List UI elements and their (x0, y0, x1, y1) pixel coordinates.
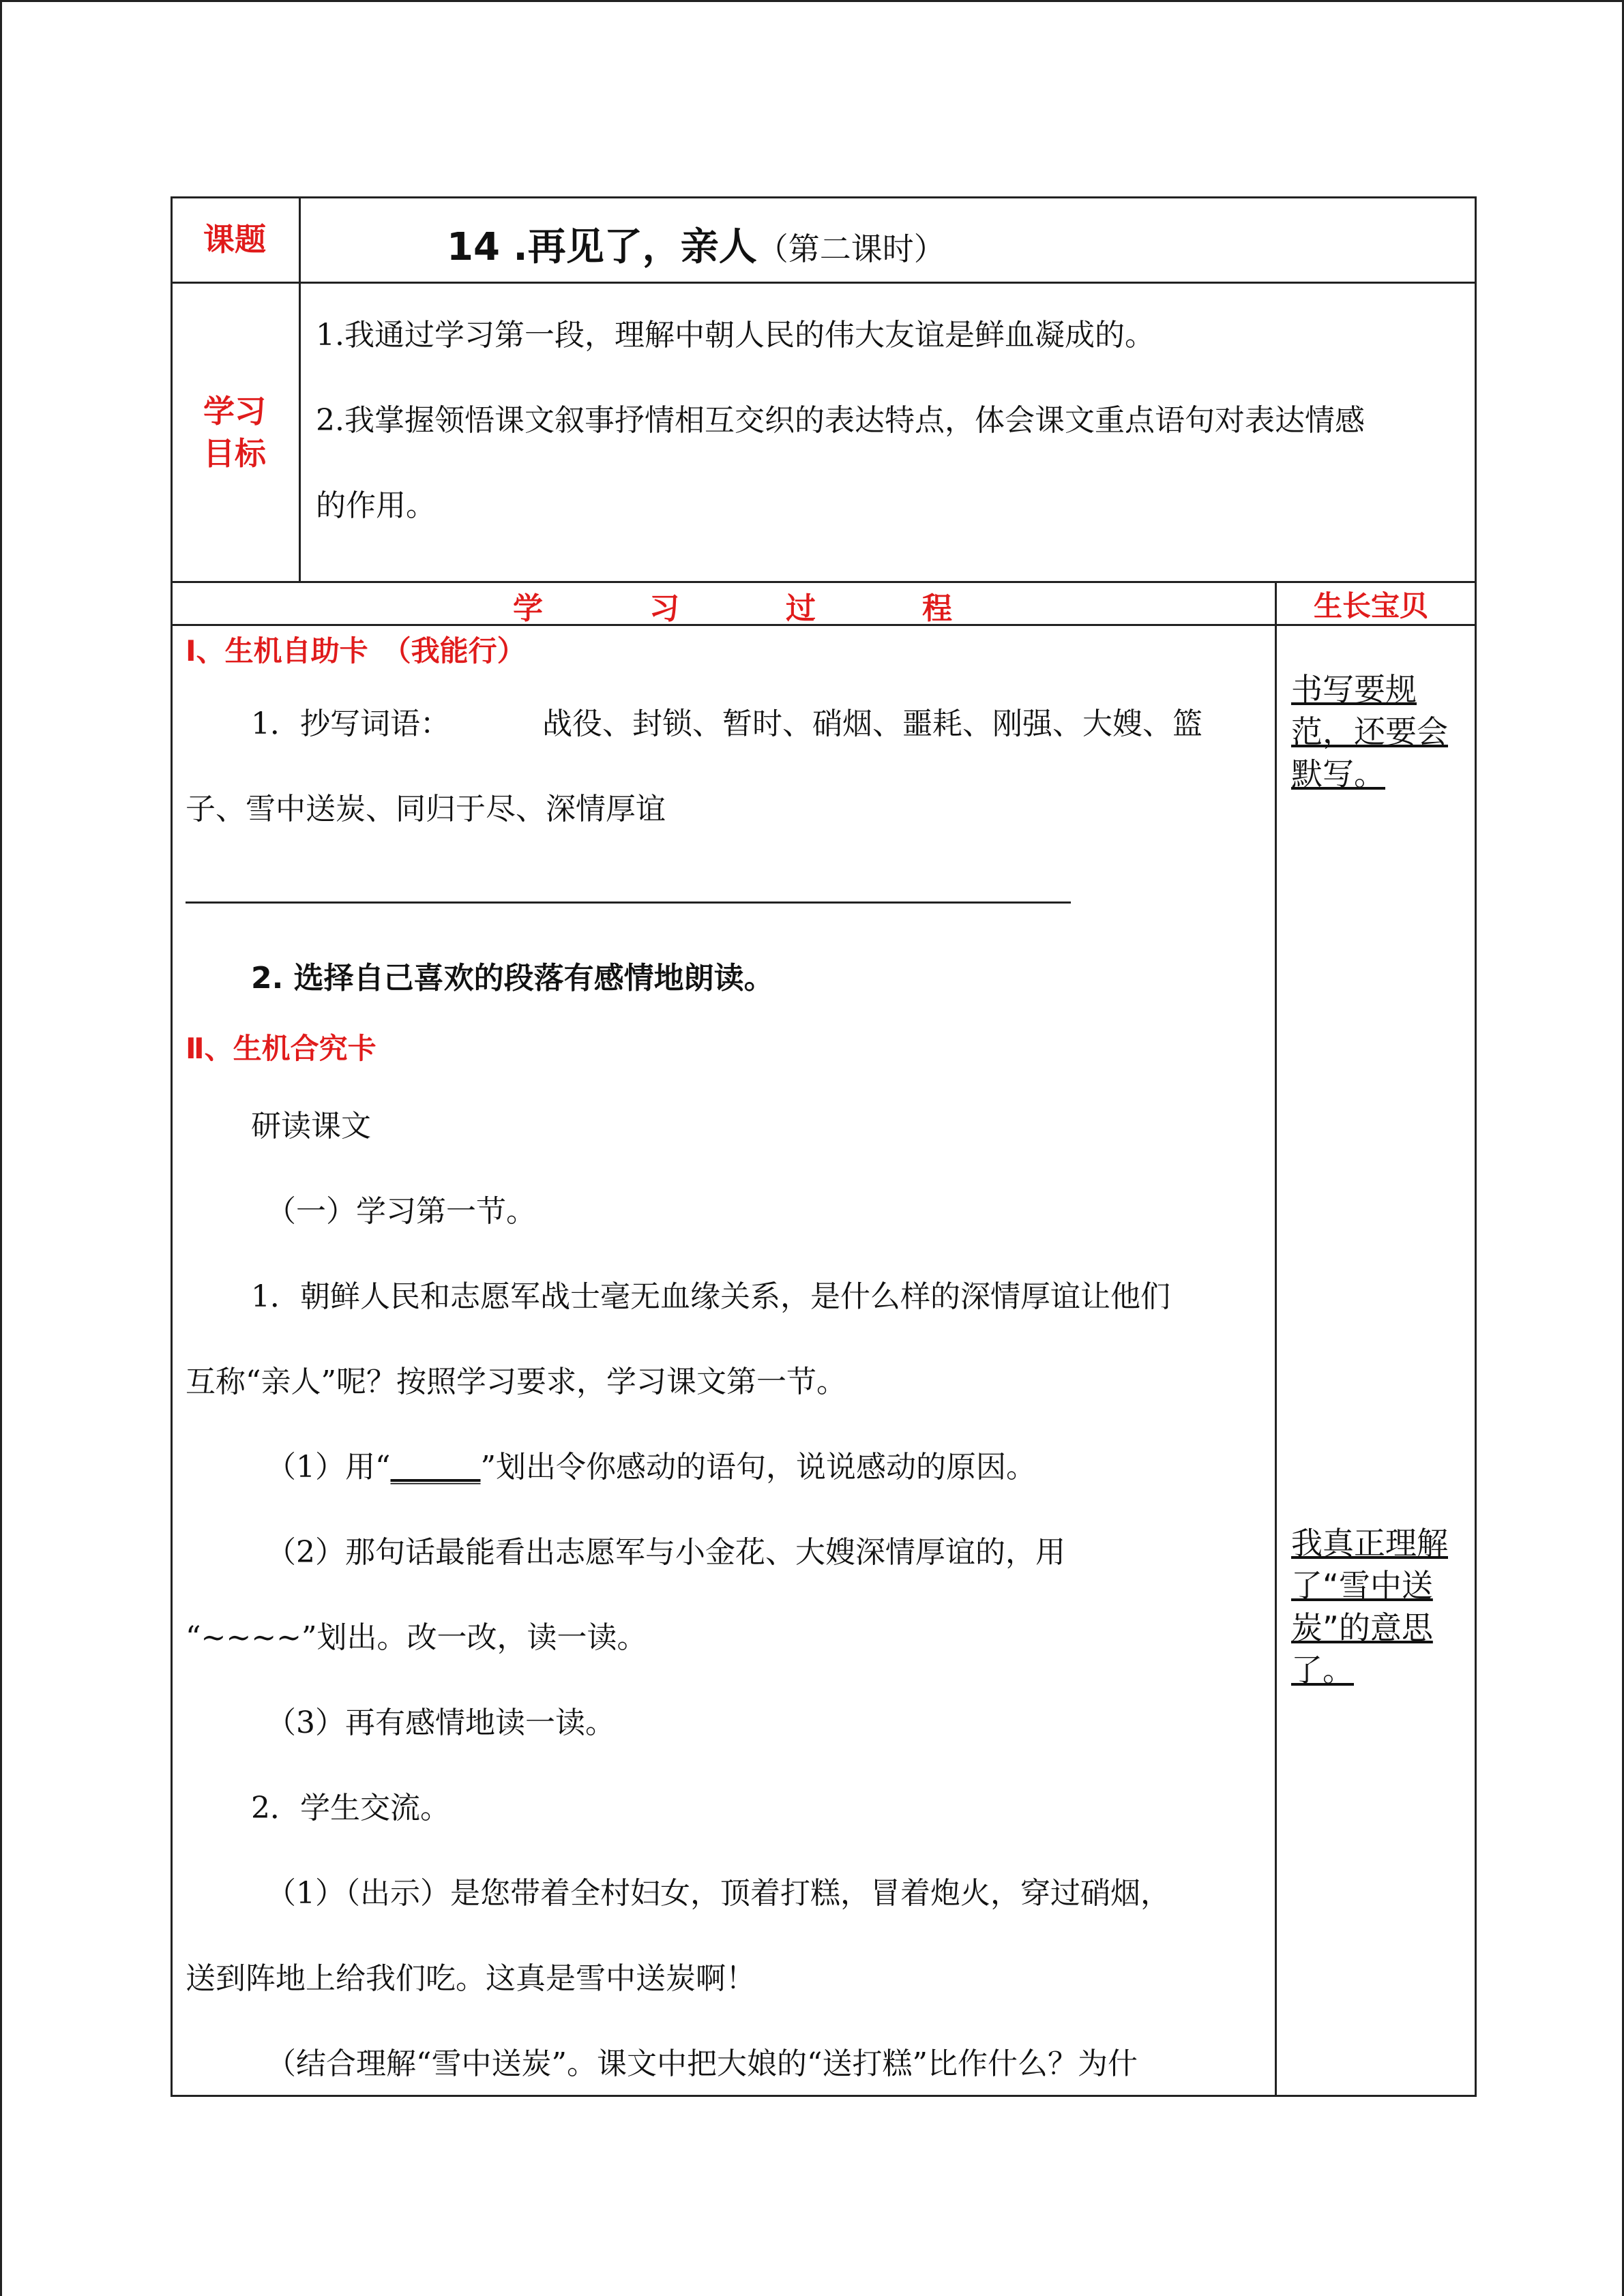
process-char-4: 程 (922, 591, 952, 626)
topic-label: 课题 (203, 221, 266, 258)
process-char-3: 过 (786, 591, 816, 626)
step-2-line2: “~~~~”划出。改一改，读一读。 (186, 1620, 647, 1655)
step-2-line1: （2）那句话最能看出志愿军与小金花、大嫂深情厚谊的，用 (266, 1535, 1065, 1570)
side-note-1: 书写要规范，还要会默写。 (1291, 671, 1448, 792)
process-char-1: 学 (513, 591, 543, 626)
process-header (513, 584, 1059, 627)
copy-words-label: 1．抄写词语： (251, 706, 450, 741)
process-char-2: 习 (649, 591, 679, 626)
objective-2-line2: 的作用。 (316, 488, 436, 523)
study-text-heading: 研读课文 (251, 1109, 371, 1144)
step-1 (266, 1442, 1036, 1486)
objectives-label-line2: 目标 (203, 435, 266, 472)
example-line1: （1）（出示）是您带着全村妇女，顶着打糕，冒着炮火，穿过硝烟， (266, 1876, 1170, 1911)
page-border-top (0, 0, 1624, 2)
section-2-heading: Ⅱ、生机合究卡 (186, 1032, 377, 1065)
question-2: 2．学生交流。 (251, 1791, 450, 1825)
objectives-label (171, 390, 299, 475)
question-1-line2: 互称“亲人”呢？按照学习要求，学习课文第一节。 (186, 1365, 846, 1399)
row-divider-objectives (171, 581, 1477, 583)
step-1-pre: （1）用“ (266, 1450, 391, 1485)
step-1-blank: ______ (390, 1450, 481, 1485)
row-divider-title (171, 282, 1477, 284)
section-1-heading: Ⅰ、生机自助卡 （我能行） (186, 634, 526, 668)
copy-words-line1: 战役、封锁、暂时、硝烟、噩耗、刚强、大嫂、篮 (542, 706, 1202, 741)
title-main-text: 14 .再见了，亲人 (447, 225, 757, 269)
question-1-line1: 1．朝鲜人民和志愿军战士毫无血缘关系，是什么样的深情厚谊让他们 (251, 1279, 1170, 1314)
objectives-label-line1: 学习 (203, 393, 266, 430)
page-title (447, 217, 945, 271)
side-column-label: 生长宝贝 (1314, 589, 1429, 623)
copy-words-line2: 子、雪中送炭、同归于尽、深情厚谊 (186, 792, 666, 826)
title-sub-text: （第二课时） (756, 230, 945, 267)
objective-2-line1: 2.我掌握领悟课文叙事抒情相互交织的表达特点，体会课文重点语句对表达情感 (316, 403, 1365, 438)
writing-line (186, 901, 1071, 904)
example-line3: （结合理解“雪中送炭”。课文中把大娘的“送打糕”比作什么？为什 (266, 2046, 1138, 2081)
page-border-left (0, 0, 2, 2296)
side-note-2: 我真正理解了“雪中送炭”的意思了。 (1291, 1525, 1448, 1688)
reading-task: 2. 选择自己喜欢的段落有感情地朗读。 (251, 961, 774, 996)
col-divider-label (299, 196, 301, 583)
objective-1: 1.我通过学习第一段，理解中朝人民的伟大友谊是鲜血凝成的。 (316, 318, 1155, 353)
part-1-heading: （一）学习第一节。 (266, 1194, 536, 1229)
step-1-post: ”划出令你感动的语句，说说感动的原因。 (480, 1450, 1036, 1485)
example-line2: 送到阵地上给我们吃。这真是雪中送炭啊！ (186, 1961, 756, 1996)
step-3: （3）再有感情地读一读。 (266, 1705, 615, 1740)
col-divider-side (1275, 581, 1277, 2097)
